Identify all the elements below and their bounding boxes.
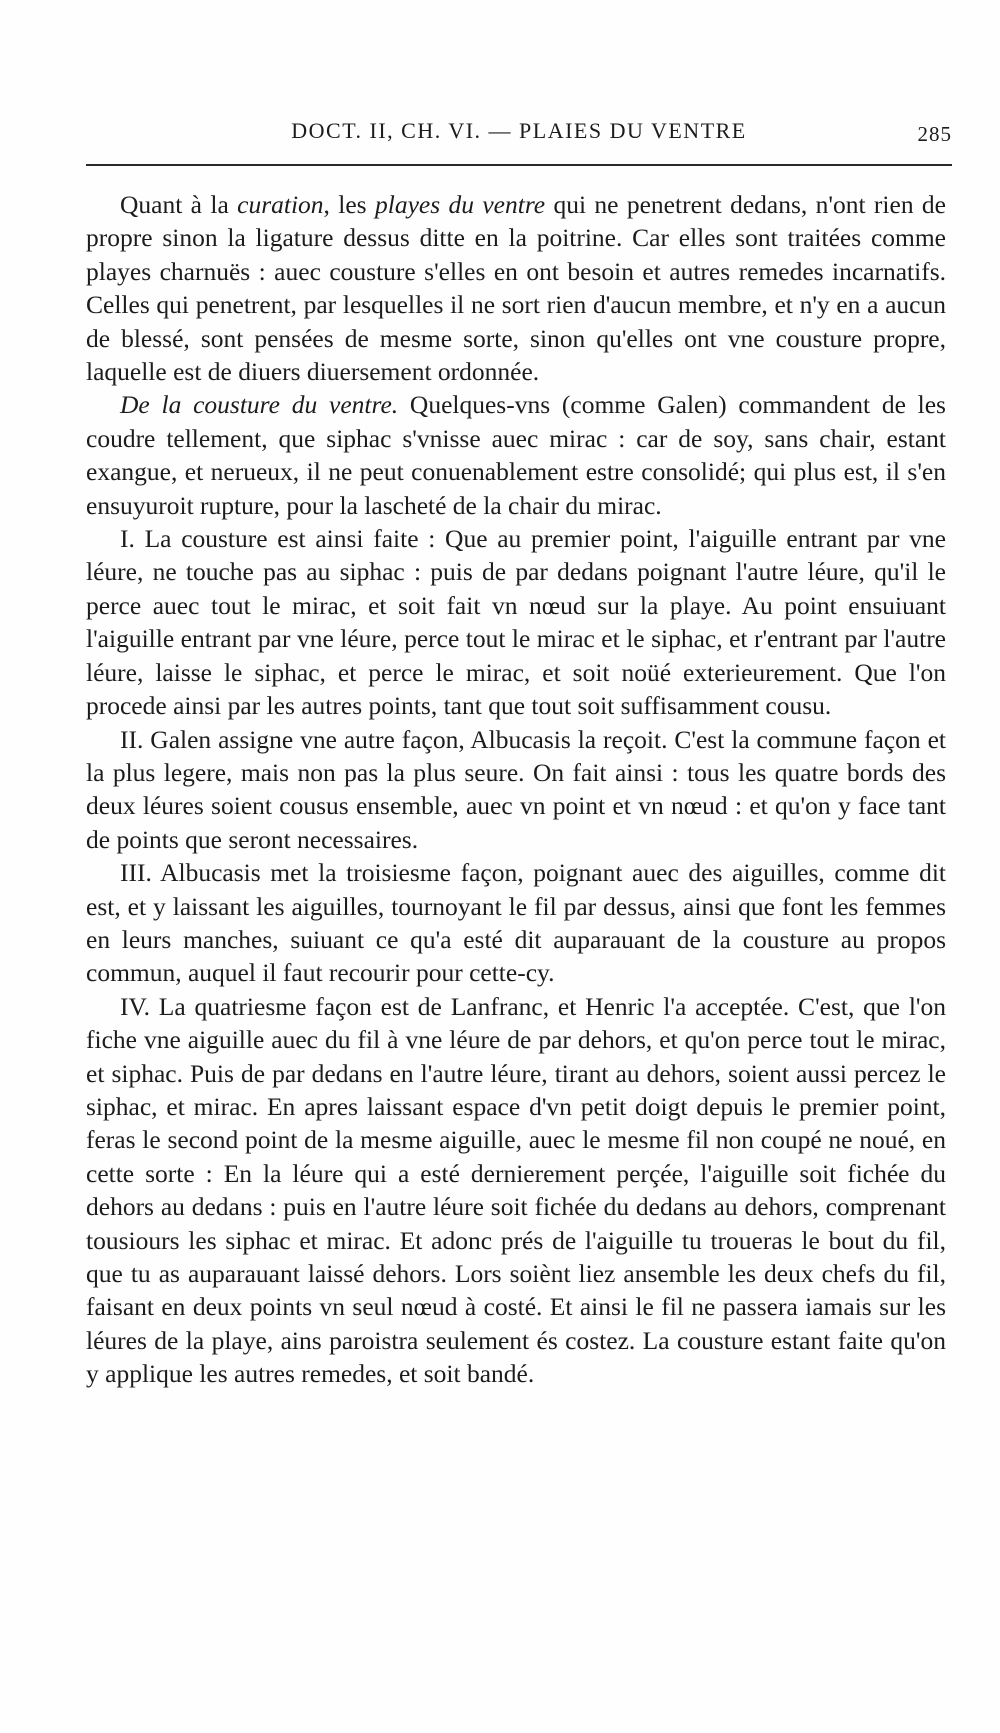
paragraph-text: , les — [323, 190, 375, 219]
running-title: DOCT. II, CH. VI. — PLAIES DU VENTRE — [291, 118, 747, 143]
italic-term: curation — [237, 190, 324, 219]
section-heading: De la cousture du ventre. — [120, 390, 399, 420]
page-number: 285 — [917, 122, 952, 146]
paragraph-method-4: IV. La quatriesme façon est de Lanfranc, et Henric l'a acceptée. C'est, que l'on fiche vne aiguille auec du fil à vne léure de par dehors, et qu'on perce tout le mirac, et siphac. Puis de par dedans en l'autre léure, tirant au dehors, soient aussi percez le siphac, et mirac. En apres laissant espace d'vn petit doigt depuis le premier point, feras le second point de la mesme aiguille, auec le mesme fil non coupé ne noué, en cette sorte : En la léure qui a esté dernierement perçée, l'aiguille soit fichée du dehors au dedans : puis en l'autre léure soit fichée du dedans au dehors, comprenant tousiours les siphac et mirac. Et adonc prés de l'aiguille tu troueras le bout du fil, que tu as auparauant laissé dehors. Lors soiènt liez ansemble les deux chefs du fil, faisant en deux points vn seul nœud à costé. Et ainsi le fil ne passera iamais sur les léures de la playe, ains paroistra seulement és costez. La cousture estant faite qu'on y applique les autres remedes, et soit bandé. — [86, 991, 946, 1389]
body-text — [86, 188, 946, 1391]
paragraph-curation — [86, 188, 946, 388]
paragraph-method-3: III. Albucasis met la troisiesme façon, poignant auec des aiguilles, comme dit est, et y laissant les aiguilles, tournoyant le fil par dessus, ainsi que font les femmes en leurs manches, suiuant ce qu'a esté dit auparauant de la cousture au propos commun, auquel il faut recourir pour cette-cy. — [86, 858, 946, 988]
paragraph-method-2: II. Galen assigne vne autre façon, Albucasis la reçoit. C'est la commune façon et la plus legere, mais non pas la plus seure. On fait ainsi : tous les quatre bords des deux léures soient cousus ensemble, auec vn point et vn nœud : et qu'on y face tant de points que seront necessaires. — [86, 724, 946, 854]
italic-term: playes du ventre — [374, 190, 546, 219]
paragraph-method-1: I. La cousture est ainsi faite : Que au premier point, l'aiguille entrant par vne léure, ne touche pas au siphac : puis de par dedans poignant l'autre léure, qu'il le perce auec tout le mirac, et soit fait vn nœud sur la playe. Au point ensuiuant l'aiguille entrant par vne léure, perce tout le mirac et le siphac, et r'entrant par l'autre léure, laisse le siphac, et perce le mirac, et soit noüé exterieurement. Que l'on procede ainsi par les autres points, tant que tout soit suffisamment cousu. — [86, 524, 946, 721]
paragraph-text: qui ne penetrent dedans, n'ont rien de propre sinon la ligature dessus ditte en la poitrine. Car elles sont traitées comme playes charnuës : auec cousture s'elles en ont besoin et autres remedes incarnatifs. Celles qui penetrent, par lesquelles il ne sort rien d'aucun membre, et n'y en a aucun de blessé, sont pensées de mesme sorte, sinon qu'elles ont vne cousture propre, laquelle est de diuers diuersement ordonnée. — [86, 190, 946, 387]
paragraph-text: Quelques-vns (comme Galen) commandent de les coudre tellement, que siphac s'vnisse auec mirac : car de soy, sans chair, estant exangue, et nerueux, il ne peut conuenablement estre consolidé; qui plus est, il s'en ensuyuroit rupture, pour la lascheté de la chair du mirac. — [86, 390, 946, 520]
paragraph-cousture-ventre — [86, 388, 946, 522]
running-header — [86, 118, 952, 158]
header-rule — [86, 164, 952, 166]
paragraph-text: Quant à la — [120, 190, 238, 219]
